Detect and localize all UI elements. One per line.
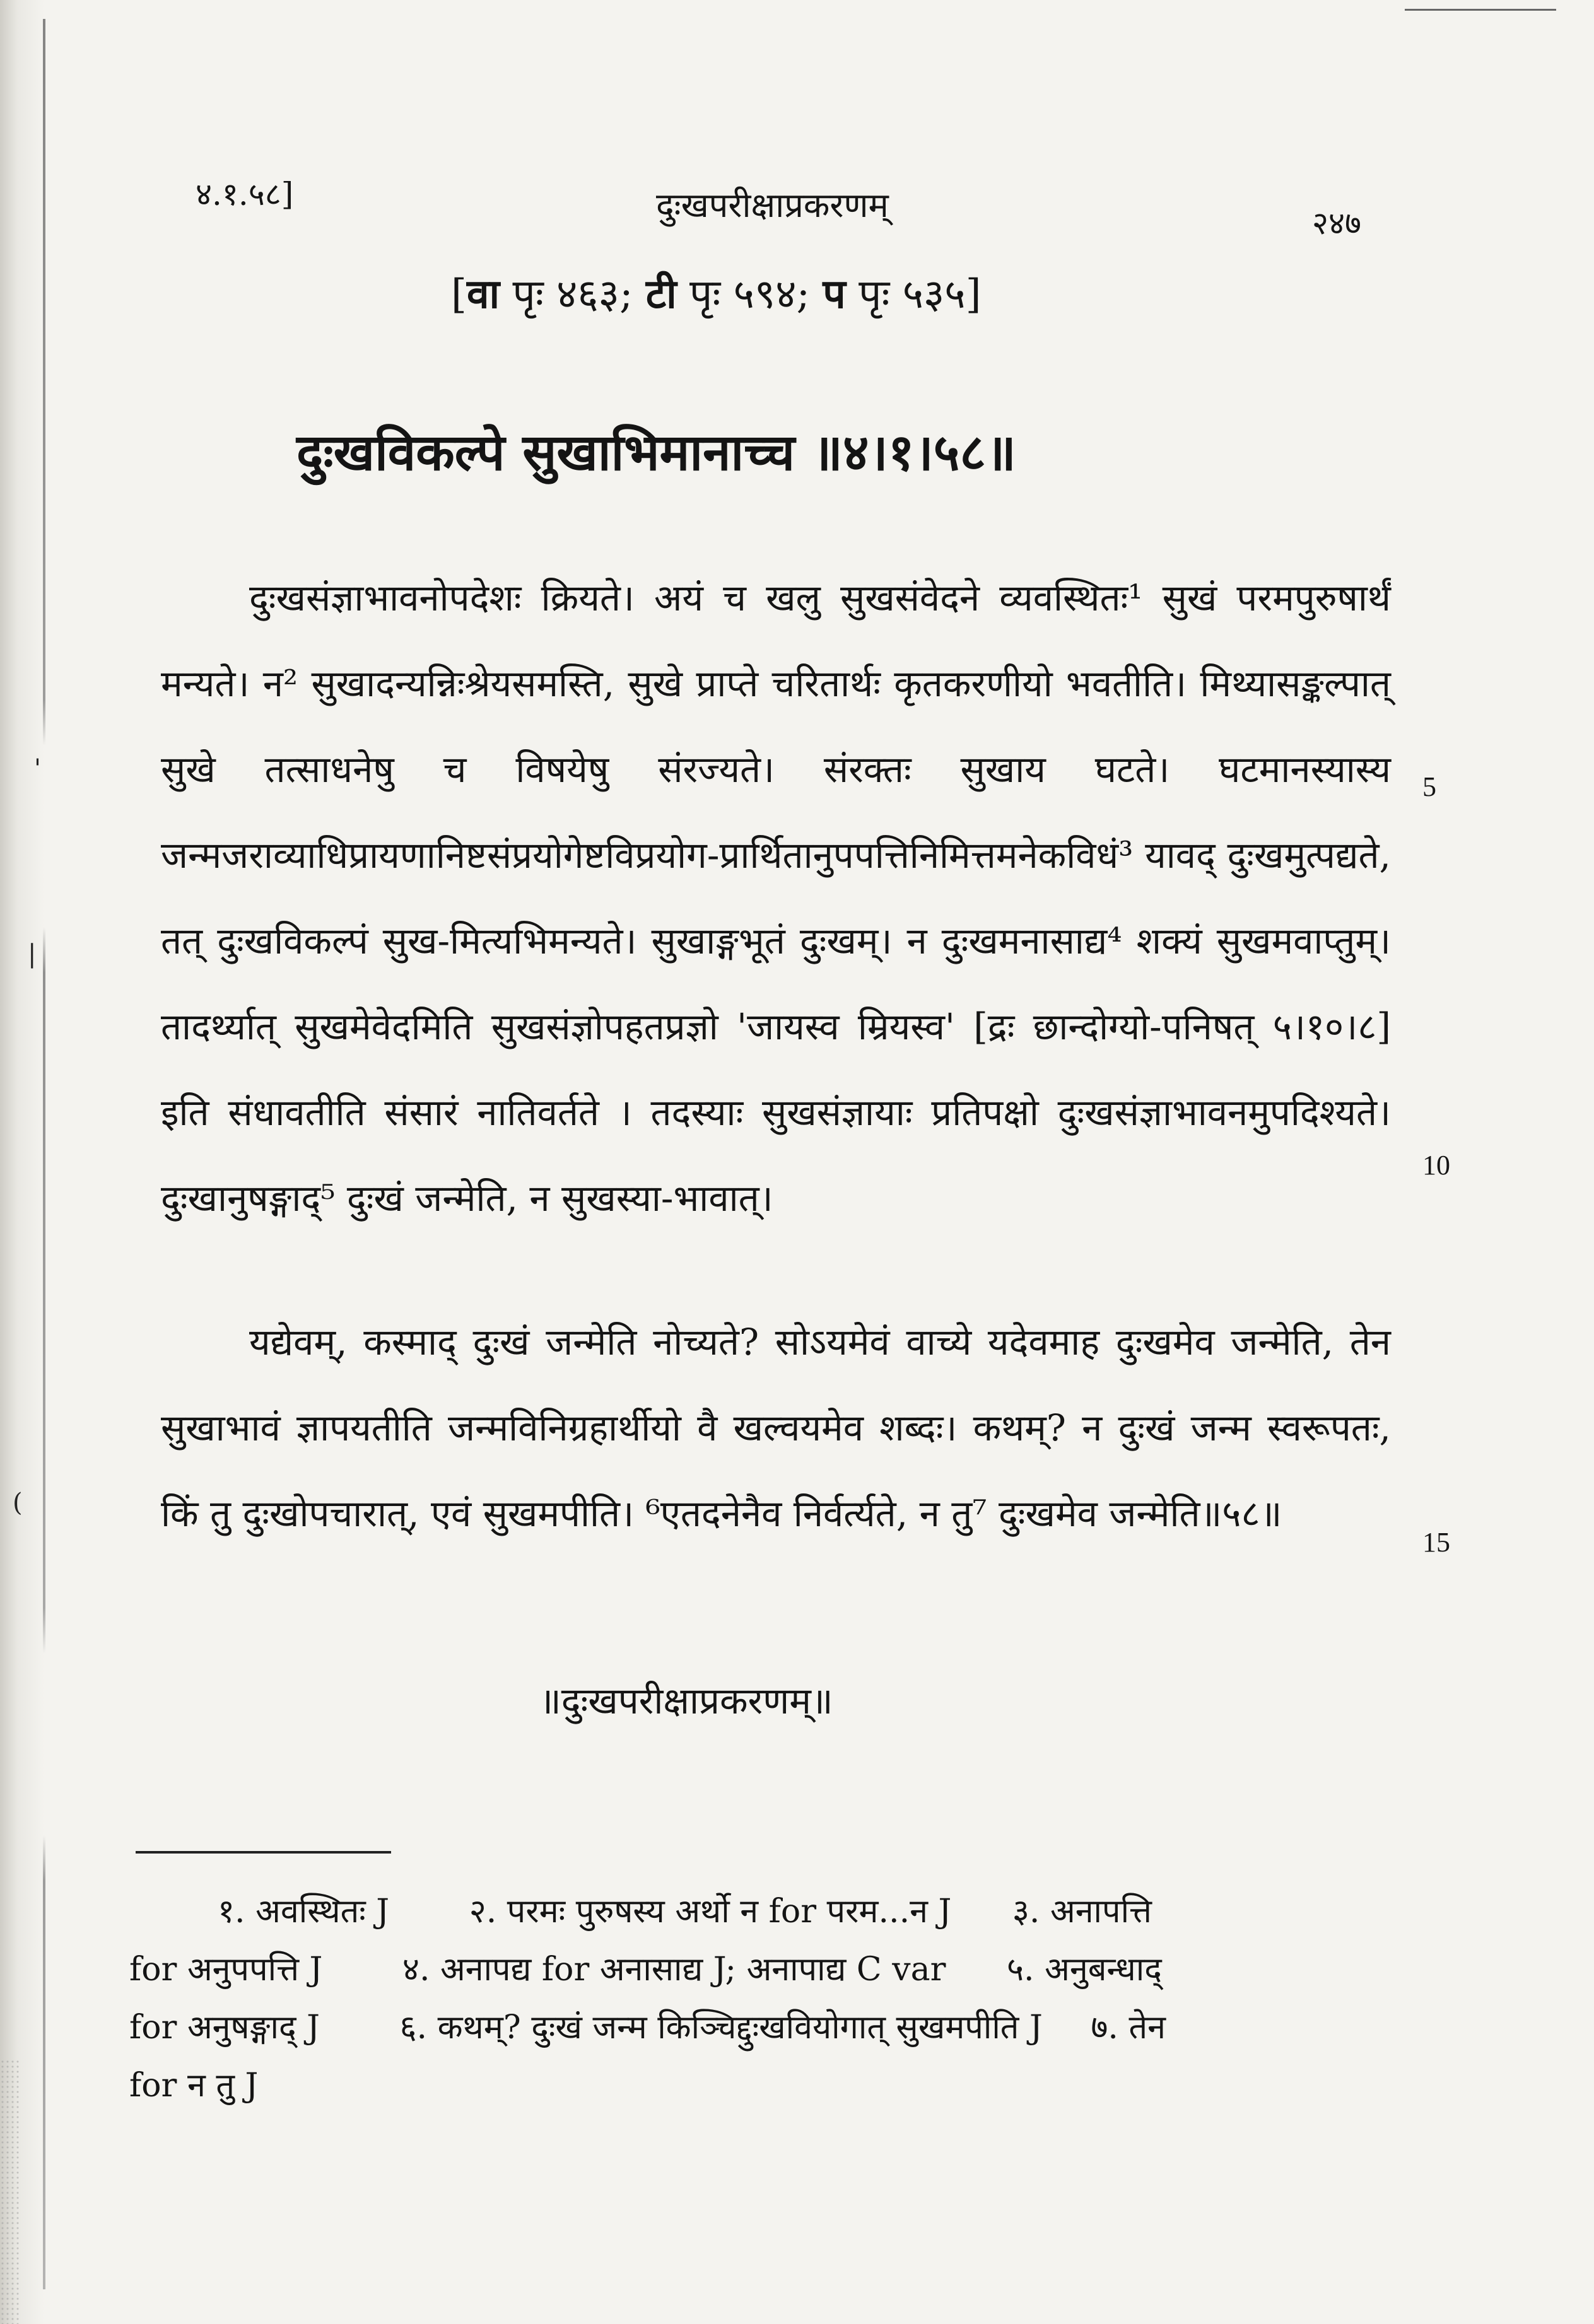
edition-references: [वा पृः ४६३; टी पृः ५९४; प पृः ५३५] bbox=[451, 271, 982, 318]
footnote-line: for न तु J bbox=[129, 2067, 259, 2105]
margin-mark: | bbox=[28, 940, 37, 969]
commentary-paragraph-2: यद्येवम्, कस्माद् दुःखं जन्मेति नोच्यते? सोऽयमेवं वाच्ये यदेवमाह दुःखमेव जन्मेति, तेन सुखाभावं ज्ञापयतीति जन्मविनिग्रहार्थीयो वै खल्वयमेव शब्दः। कथम्? न दुःखं जन्म स्वरूपतः, किं तु दुःखोपचारात्, एवं सुखमपीति। ⁶एतदनेनैव निर्वर्त्यते, न तु⁷ दुःखमेव जन्मेति॥५८॥ bbox=[161, 1321, 1391, 1535]
scan-edge-line bbox=[43, 19, 45, 2289]
line-number: 10 bbox=[1422, 1150, 1450, 1181]
section-colophon: ॥दुःखपरीक्षाप्रकरणम्॥ bbox=[539, 1679, 833, 1722]
footnote-line: for अनुषङ्गाद् J ६. कथम्? दुःखं जन्म किञ्चिद्दुःखवियोगात् सुखमपीति J ७. तेन bbox=[129, 2009, 1166, 2047]
page-number: २४७ bbox=[1312, 205, 1361, 242]
margin-mark: ' bbox=[34, 754, 41, 783]
footnotes bbox=[129, 1883, 1391, 2115]
line-number: 15 bbox=[1422, 1527, 1450, 1558]
footnote-rule bbox=[136, 1851, 391, 1854]
footnote-line: for अनुपपत्ति J ४. अनापद्य for अनासाद्य J; अनापाद्य C var ५. अनुबन्धाद् bbox=[129, 1951, 1162, 1988]
scan-noise bbox=[0, 2059, 19, 2324]
sutra-heading: दुःखविकल्पे सुखाभिमानाच्च ॥४।१।५८॥ bbox=[296, 423, 1016, 482]
running-head-section: ४.१.५८] bbox=[196, 176, 294, 213]
footnote-line: १. अवस्थितः J २. परमः पुरुषस्य अर्थो न for परम...न J ३. अनापत्ति bbox=[218, 1893, 1152, 1930]
margin-mark: ( bbox=[13, 1488, 23, 1517]
commentary-paragraph-1: दुःखसंज्ञाभावनोपदेशः क्रियते। अयं च खलु सुखसंवेदने व्यवस्थितः¹ सुखं परमपुरुषार्थं मन्यते। न² सुखादन्यन्निःश्रेयसमस्ति, सुखे प्राप्ते चरितार्थः कृतकरणीयो भवतीति। मिथ्यासङ्कल्पात् सुखे तत्साधनेषु च विषयेषु संरज्यते। संरक्तः सुखाय घटते। घटमानस्यास्य जन्मजराव्याधिप्रायणानिष्टसंप्रयोगेष्टविप्रयोग-प्रार्थितानुपपत्तिनिमित्तमनेकविधं³ यावद् दुःखमुत्पद्यते, तत् दुःखविकल्पं सुख-मित्यभिमन्यते। सुखाङ्गभूतं दुःखम्। न दुःखमनासाद्य⁴ शक्यं सुखमवाप्तुम्। तादर्थ्यात् सुखमेवेदमिति सुखसंज्ञोपहतप्रज्ञो 'जायस्व म्रियस्व' [द्रः छान्दोग्यो-पनिषत् ५।१०।८] इति संधावतीति संसारं नातिवर्तते । तदस्याः सुखसंज्ञायाः प्रतिपक्षो दुःखसंज्ञाभावनमुपदिश्यते। दुःखानुषङ्गाद्⁵ दुःखं जन्मेति, न सुखस्या-भावात्। bbox=[161, 576, 1391, 1220]
scan-edge-shadow bbox=[0, 0, 44, 2324]
running-head-title: दुःखपरीक्षाप्रकरणम् bbox=[656, 185, 889, 225]
scan-top-rule bbox=[1405, 9, 1556, 11]
line-number: 5 bbox=[1422, 771, 1436, 802]
